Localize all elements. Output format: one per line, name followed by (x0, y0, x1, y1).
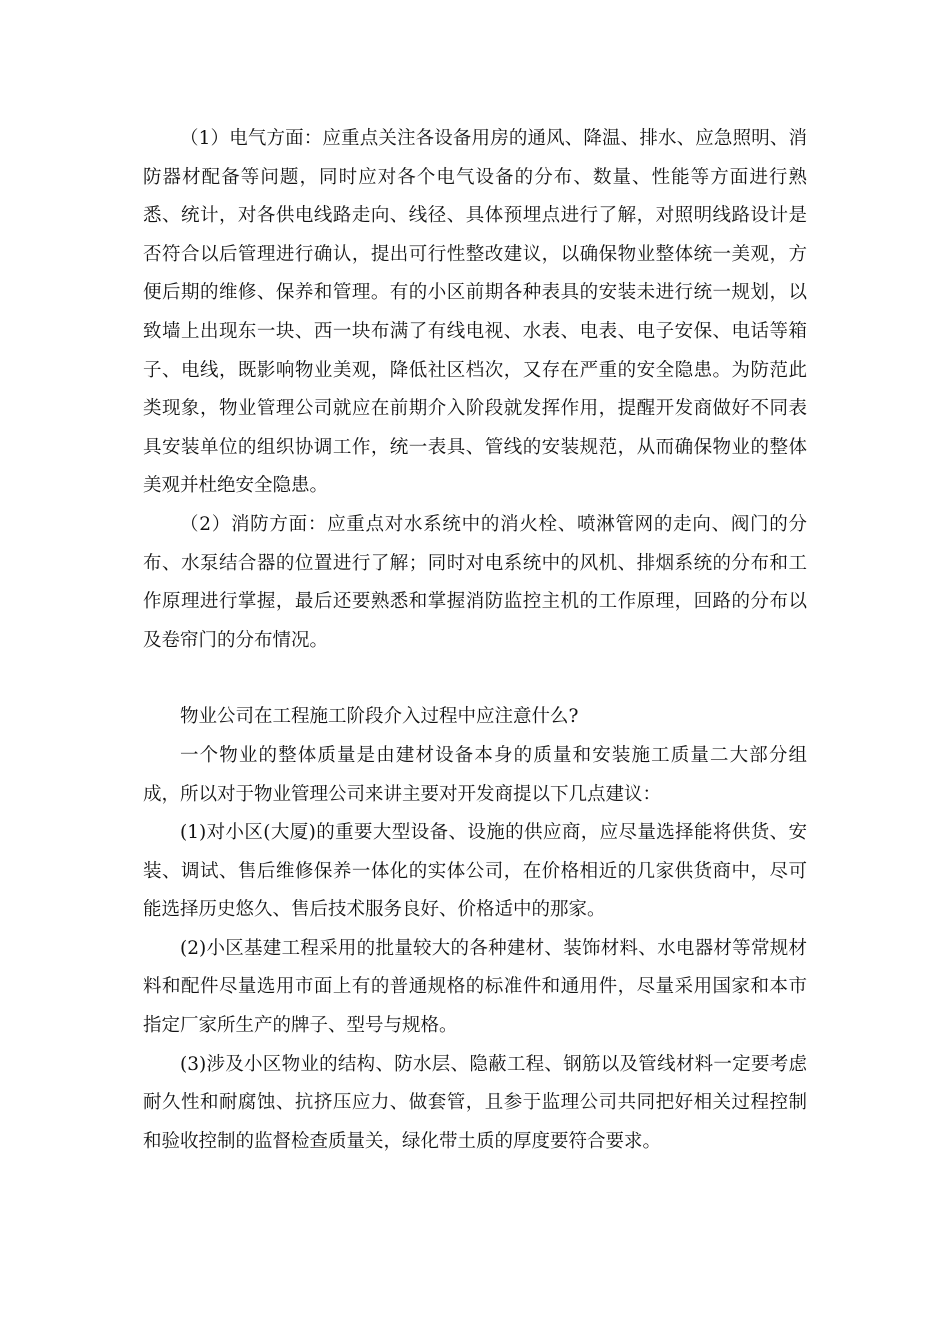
section-heading: 物业公司在工程施工阶段介入过程中应注意什么? (180, 706, 579, 728)
document-page (143, 120, 807, 1161)
paragraph-fire-protection: （2）消防方面：应重点对水系统中的消火栓、喷淋管网的走向、阀门的分布、水泵结合器的位置进行了解；同时对电系统中的风机、排烟系统的分布和工作原理进行掌握，最后还要熟悉和掌握消防监控主机的工作原理，回路的分布以及卷帘门的分布情况。 (143, 513, 807, 651)
paragraph-suggestion-3: (3)涉及小区物业的结构、防水层、隐蔽工程、钢筋以及管线材料一定要考虑耐久性和耐腐蚀、抗挤压应力、做套管，且参于监理公司共同把好相关过程控制和验收控制的监督检查质量关，绿化带土质的厚度要符合要求。 (143, 1053, 807, 1152)
section-spacer (143, 660, 807, 698)
paragraph-intro: 一个物业的整体质量是由建材设备本身的质量和安装施工质量二大部分组成，所以对于物业管理公司来讲主要对开发商提以下几点建议： (143, 744, 807, 805)
paragraph-electrical: （1）电气方面：应重点关注各设备用房的通风、降温、排水、应急照明、消防器材配备等问题，同时应对各个电气设备的分布、数量、性能等方面进行熟悉、统计，对各供电线路走向、线径、具体预埋点进行了解，对照明线路设计是否符合以后管理进行确认，提出可行性整改建议，以确保物业整体统一美观，方便后期的维修、保养和管理。有的小区前期各种表具的安装未进行统一规划，以致墙上出现东一块、西一块布满了有线电视、水表、电表、电子安保、电话等箱子、电线，既影响物业美观，降低社区档次，又存在严重的安全隐患。为防范此类现象，物业管理公司就应在前期介入阶段就发挥作用，提醒开发商做好不同表具安装单位的组织协调工作，统一表具、管线的安装规范，从而确保物业的整体美观并杜绝安全隐患。 (143, 128, 807, 497)
paragraph-suggestion-2: (2)小区基建工程采用的批量较大的各种建材、装饰材料、水电器材等常规材料和配件尽量选用市面上有的普通规格的标准件和通用件，尽量采用国家和本市指定厂家所生产的牌子、型号与规格。 (143, 937, 807, 1037)
paragraph-suggestion-1: (1)对小区(大厦)的重要大型设备、设施的供应商，应尽量选择能将供货、安装、调试、售后维修保养一体化的实体公司，在价格相近的几家供货商中，尽可能选择历史悠久、售后技术服务良好、价格适中的那家。 (143, 822, 807, 921)
